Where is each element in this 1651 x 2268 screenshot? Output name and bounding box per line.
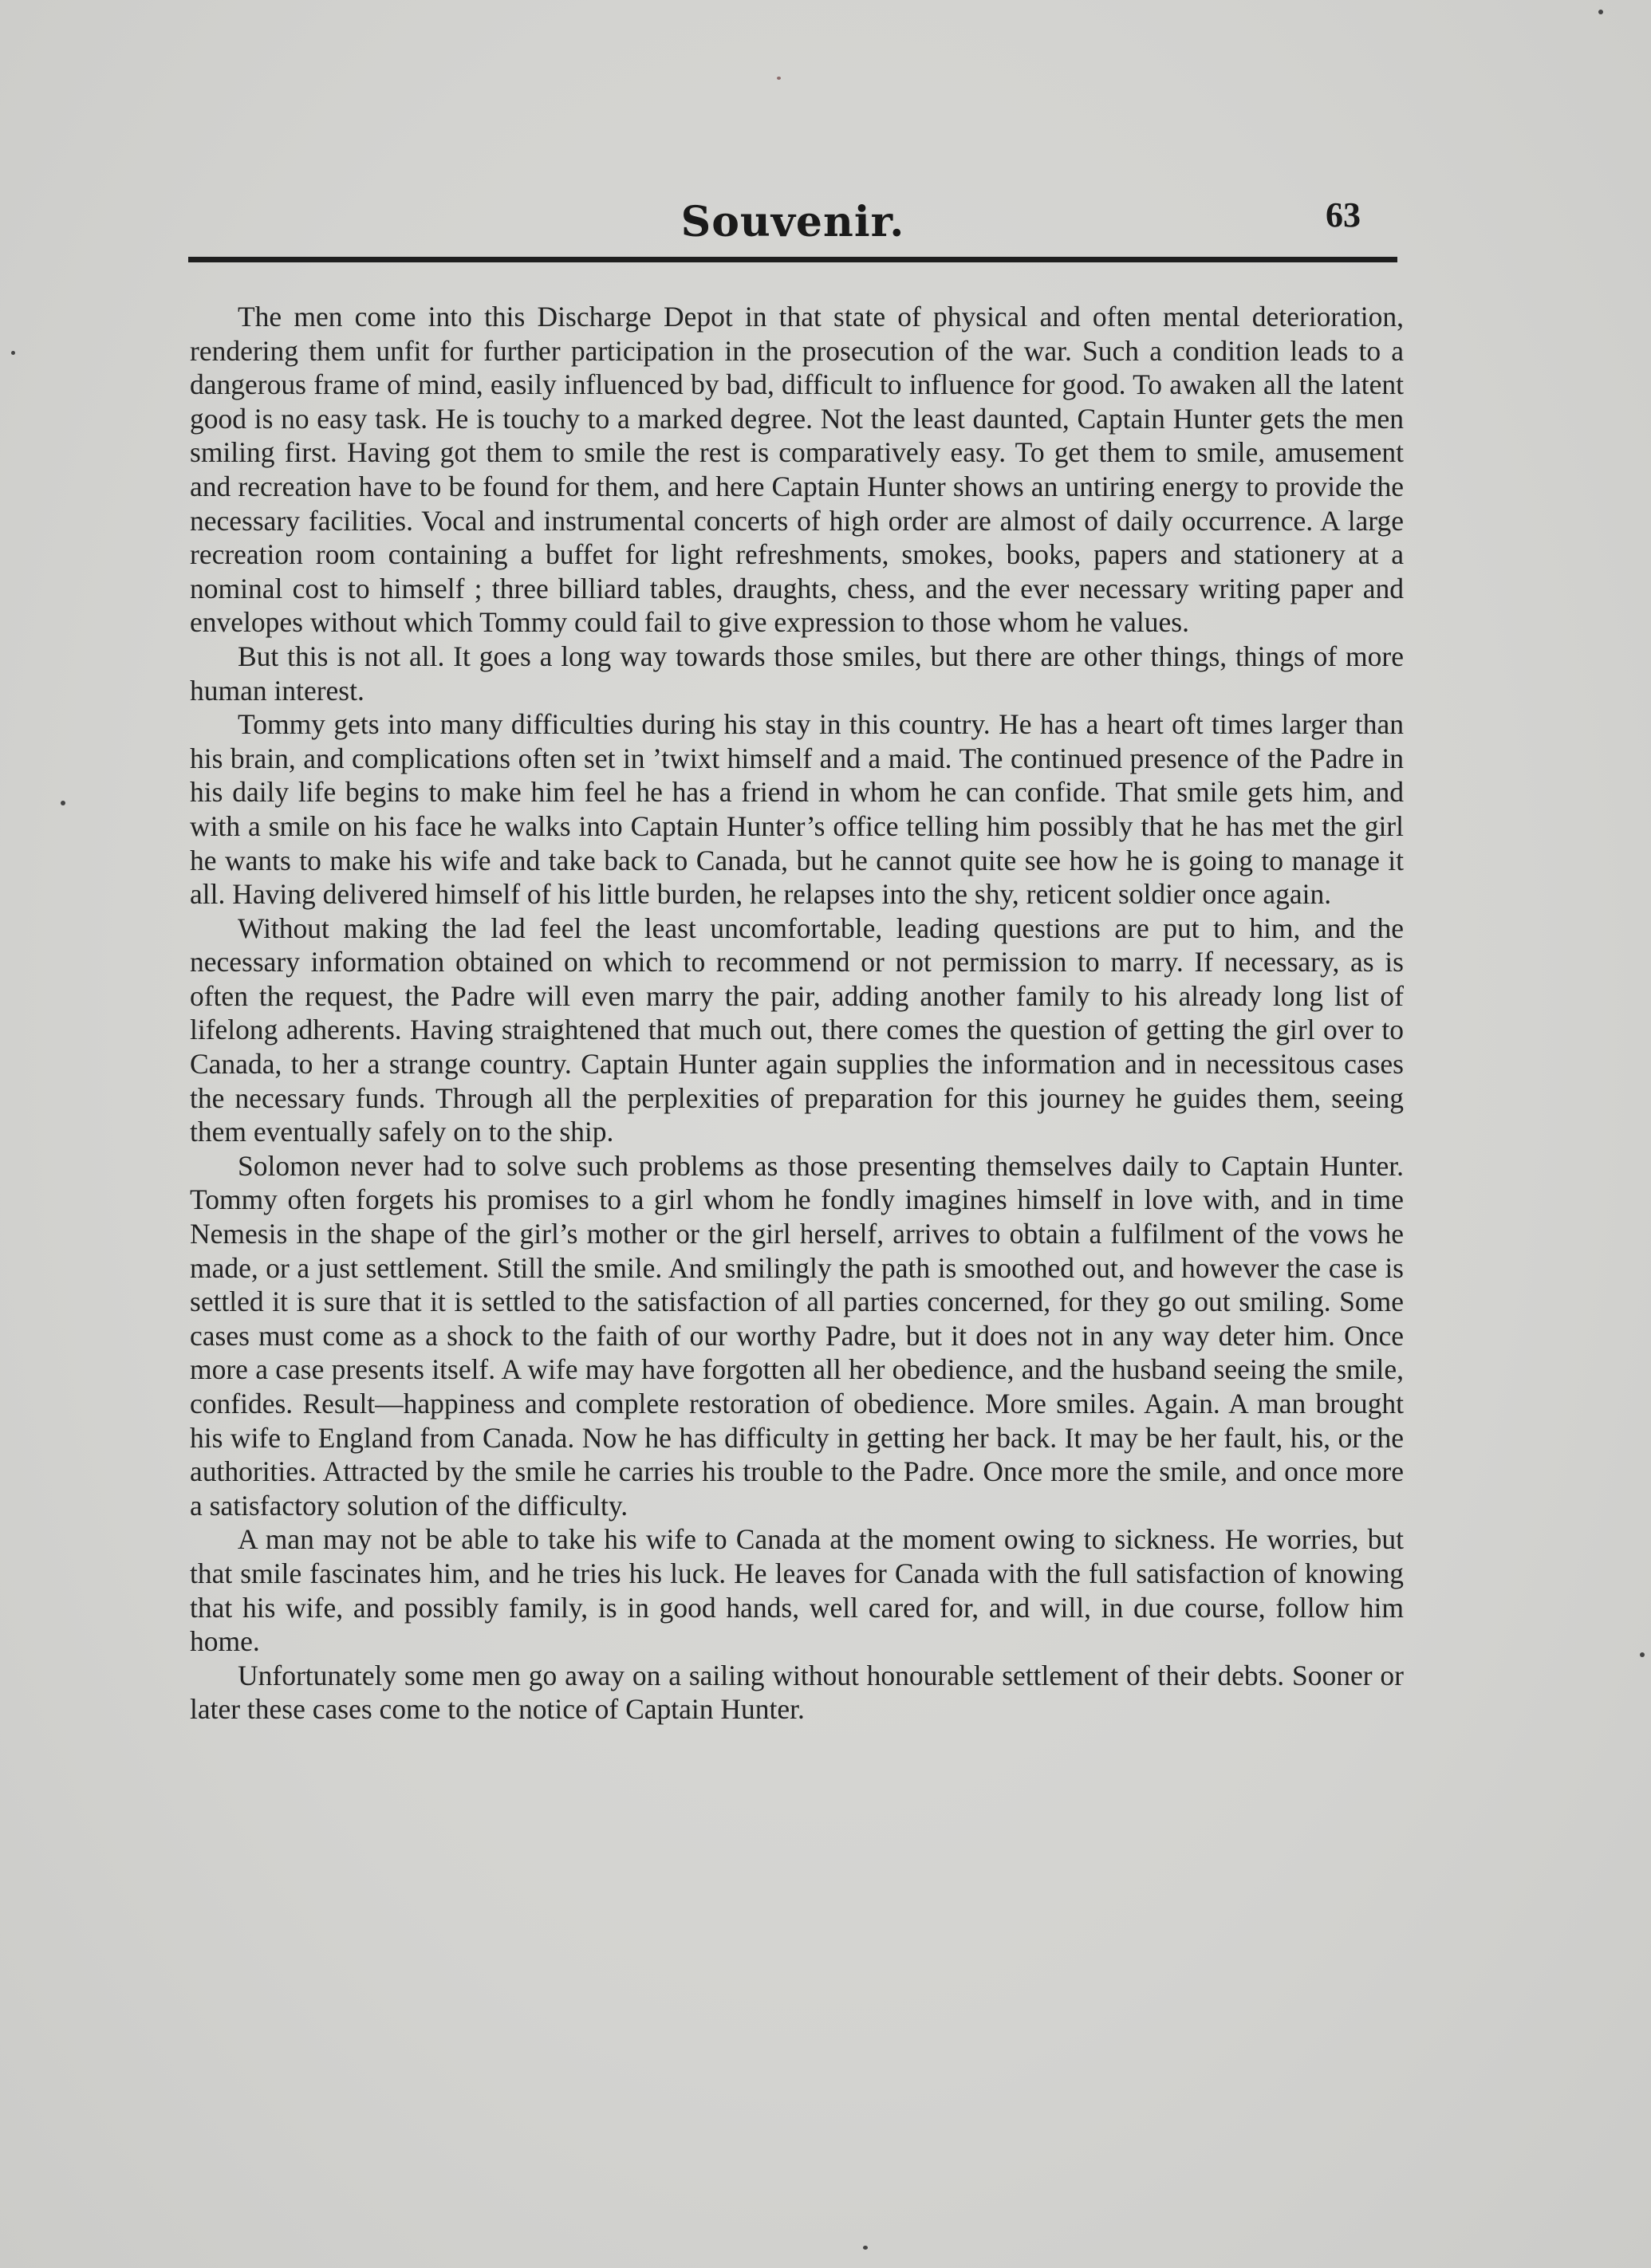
header-rule — [188, 257, 1397, 262]
paper-speck — [1640, 1652, 1645, 1657]
paper-speck — [61, 801, 65, 805]
paragraph-4: Without making the lad feel the least uncomfortable, leading questions are put to him, and the necessary information obtained on which to recommend or not permission to marry. If necessary, as is often the request, the Padre will even marry the pair, adding another family to his already long list of lifelong adherents. Having straightened that much out, there comes the question of getting the girl over to Canada, to her a strange country. Captain Hunter again supplies the information and in necessitous cases the necessary funds. Through all the perplexities of preparation for this journey he guides them, seeing them eventually safely on to the ship. — [190, 912, 1404, 1148]
running-title: Souvenir. — [680, 198, 905, 246]
paragraph-7: Unfortunately some men go away on a sailing without honourable settlement of their debts. Sooner or later these cases come to the notice of Captain Hunter. — [190, 1659, 1404, 1726]
body-text — [190, 300, 1404, 1727]
paragraph-5: Solomon never had to solve such problems as those presenting themselves daily to Captain Hunter. Tommy often forgets his promises to a girl whom he fondly imagines himself in love with, and in time Nemesis in the shape of the girl’s mother or the girl herself, arrives to obtain a fulfilment of the vows he made, or a just settlement. Still the smile. And smilingly the path is smoothed out, and however the case is settled it is sure that it is settled to the satisfaction of all parties concerned, for they go out smiling. Some cases must come as a shock to the faith of our worthy Padre, but it does not in any way deter him. Once more a case presents itself. A wife may have forgotten all her obedience, and the husband seeing the smile, confides. Result—happiness and complete restoration of obedience. More smiles. Again. A man brought his wife to England from Canada. Now he has difficulty in getting her back. It may be her fault, his, or the authorities. Attracted by the smile he carries his trouble to the Padre. Once more the smile, and once more a satisfactory solution of the difficulty. — [190, 1149, 1404, 1522]
paragraph-3: Tommy gets into many difficulties during his stay in this country. He has a heart oft times larger than his brain, and complications often set in ’twixt himself and a maid. The continued presence of the Padre in his daily life begins to make him feel he has a friend in whom he can confide. That smile gets him, and with a smile on his face he walks into Captain Hunter’s office telling him possibly that he has met the girl he wants to make his wife and take back to Canada, but he cannot quite see how he is going to manage it all. Having delivered himself of his little burden, he relapses into the shy, reticent soldier once again. — [190, 708, 1404, 911]
page-number: 63 — [1326, 195, 1361, 234]
running-head — [188, 190, 1397, 254]
paragraph-6: A man may not be able to take his wife to Canada at the moment owing to sickness. He worries, but that smile fascinates him, and he tries his luck. He leaves for Canada with the full satisfaction of knowing that his wife, and possibly family, is in good hands, well cared for, and will, in due course, follow him home. — [190, 1523, 1404, 1658]
paper-speck — [777, 77, 781, 80]
paragraph-1: The men come into this Discharge Depot in that state of physical and often mental deterioration, rendering them unfit for further participation in the prosecution of the war. Such a condition leads to a dangerous frame of mind, easily influenced by bad, difficult to influence for good. To awaken all the latent good is no easy task. He is touchy to a marked degree. Not the least daunted, Captain Hunter gets the men smiling first. Having got them to smile the rest is comparatively easy. To get them to smile, amusement and recreation have to be found for them, and here Captain Hunter shows an untiring energy to provide the necessary facilities. Vocal and instrumental concerts of high order are almost of daily occurrence. A large recreation room containing a buffet for light refreshments, smokes, books, papers and stationery at a nominal cost to himself ; three billiard tables, draughts, chess, and the ever necessary writing paper and envelopes without which Tommy could fail to give expression to those whom he values. — [190, 301, 1404, 639]
paper-speck — [863, 2246, 868, 2250]
paper-speck — [11, 351, 15, 355]
paper-speck — [1598, 10, 1603, 14]
paragraph-2: But this is not all. It goes a long way towards those smiles, but there are other things, things of more human interest. — [190, 640, 1404, 707]
